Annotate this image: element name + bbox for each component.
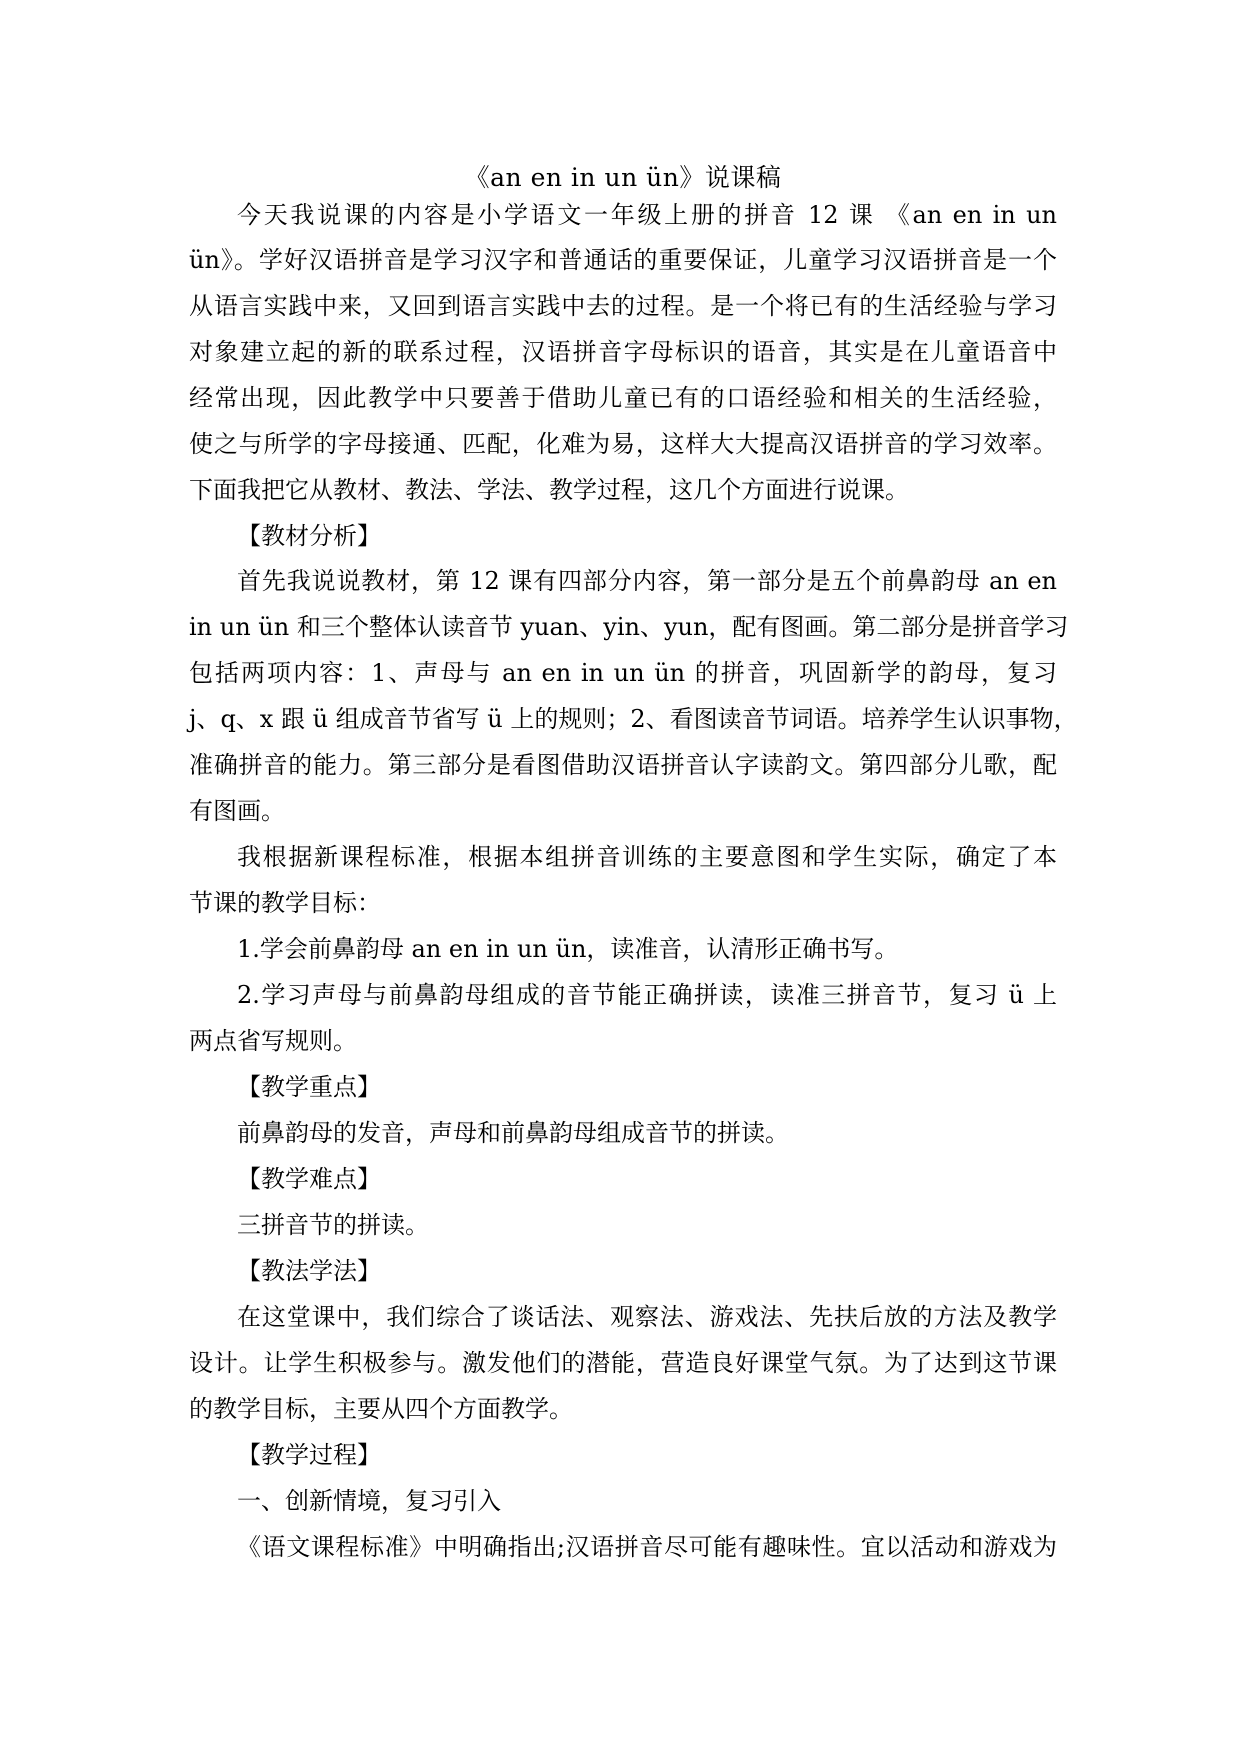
difficulties-text: 三拼音节的拼读。	[237, 1211, 429, 1239]
heading-process: 【教学过程】	[237, 1441, 381, 1469]
intro-line-5: 经常出现，因此教学中只要善于借助儿童已有的口语经验和相关的生活经验，	[189, 384, 1057, 412]
document-title: 《an en in un ün》说课稿	[464, 163, 782, 192]
goals-intro-line-1: 我根据新课程标准，根据本组拼音训练的主要意图和学生实际，确定了本	[237, 843, 1057, 871]
goal-2-line-1: 2.学习声母与前鼻韵母组成的音节能正确拼读，读准三拼音节，复习 ü 上	[237, 981, 1057, 1009]
material-line-2: in un ün 和三个整体认读音节 yuan、yin、yun，配有图画。第二部分是拼音学习	[189, 613, 1069, 641]
goal-1: 1.学会前鼻韵母 an en in un ün，读准音，认清形正确书写。	[237, 935, 899, 963]
material-line-5: 准确拼音的能力。第三部分是看图借助汉语拼音认字读韵文。第四部分儿歌，配	[189, 751, 1057, 779]
process-step-1: 一、创新情境，复习引入	[237, 1487, 501, 1515]
material-line-1: 首先我说说教材，第 12 课有四部分内容，第一部分是五个前鼻韵母 an en	[237, 567, 1057, 595]
intro-line-1: 今天我说课的内容是小学语文一年级上册的拼音 12 课 《an en in un	[237, 201, 1057, 229]
material-line-3: 包括两项内容：1、声母与 an en in un ün 的拼音，巩固新学的韵母，复习	[189, 659, 1057, 687]
heading-key-points: 【教学重点】	[237, 1073, 381, 1101]
material-line-4: j、q、x 跟 ü 组成音节省写 ü 上的规则；2、看图读音节词语。培养学生认识事物，	[189, 705, 1078, 733]
intro-line-4: 对象建立起的新的联系过程，汉语拼音字母标识的语音，其实是在儿童语音中	[189, 338, 1057, 366]
process-step-1-text: 《语文课程标准》中明确指出;汉语拼音尽可能有趣味性。宜以活动和游戏为	[237, 1533, 1057, 1561]
methods-line-1: 在这堂课中，我们综合了谈话法、观察法、游戏法、先扶后放的方法及教学	[237, 1303, 1057, 1331]
key-points-text: 前鼻韵母的发音，声母和前鼻韵母组成音节的拼读。	[237, 1119, 789, 1147]
heading-difficulties: 【教学难点】	[237, 1165, 381, 1193]
methods-line-2: 设计。让学生积极参与。激发他们的潜能，营造良好课堂气氛。为了达到这节课	[189, 1349, 1057, 1377]
heading-methods: 【教法学法】	[237, 1257, 381, 1285]
heading-material-analysis: 【教材分析】	[237, 522, 381, 550]
intro-line-7: 下面我把它从教材、教法、学法、教学过程，这几个方面进行说课。	[189, 476, 909, 504]
intro-line-6: 使之与所学的字母接通、匹配，化难为易，这样大大提高汉语拼音的学习效率。	[189, 430, 1057, 458]
material-line-6: 有图画。	[189, 797, 285, 825]
goal-2-line-2: 两点省写规则。	[189, 1027, 357, 1055]
goals-intro-line-2: 节课的教学目标：	[189, 889, 381, 917]
methods-line-3: 的教学目标，主要从四个方面教学。	[189, 1395, 573, 1423]
intro-line-2: ün》。学好汉语拼音是学习汉字和普通话的重要保证，儿童学习汉语拼音是一个	[189, 246, 1057, 274]
intro-line-3: 从语言实践中来，又回到语言实践中去的过程。是一个将已有的生活经验与学习	[189, 292, 1057, 320]
